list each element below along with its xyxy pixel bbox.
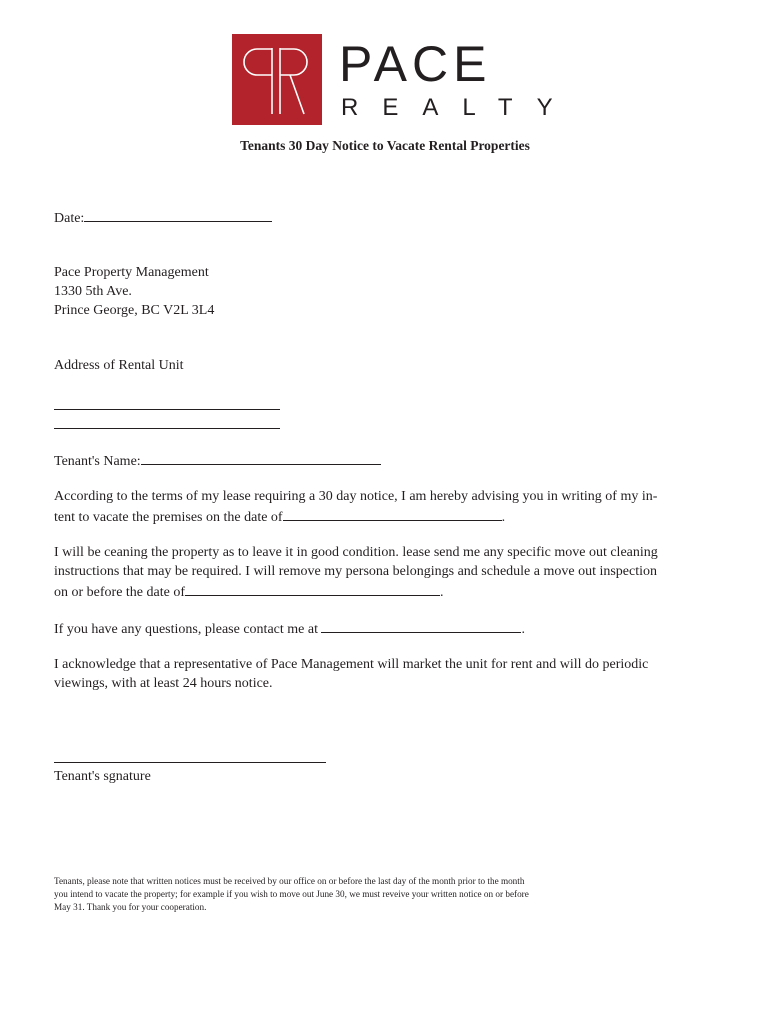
- para1-line2: tent to vacate the premises on the date of: [54, 510, 283, 525]
- para3-row: [54, 618, 525, 639]
- date-row: [54, 207, 272, 228]
- tenant-name-label: Tenant's Name:: [54, 454, 141, 469]
- address-field-line-1[interactable]: [54, 409, 280, 410]
- tenant-name-field-line[interactable]: [141, 450, 381, 465]
- para2-end: .: [440, 585, 444, 600]
- para4-line2: viewings, with at least 24 hours notice.: [54, 676, 273, 691]
- logo-brand-sub: REALTY: [341, 94, 577, 121]
- para2-line3: on or before the date of: [54, 585, 185, 600]
- date-field-line[interactable]: [84, 207, 272, 222]
- recipient-city: Prince George, BC V2L 3L4: [54, 303, 215, 318]
- signature-field-line[interactable]: [54, 762, 326, 763]
- recipient-name: Pace Property Management: [54, 265, 209, 280]
- footnote-line2: you intend to vacate the property; for example if you wish to move out June 30, we must reveive your written notice on or before: [54, 889, 529, 899]
- tenant-name-row: [54, 450, 381, 471]
- para1-line1: According to the terms of my lease requiring a 30 day notice, I am hereby advising you in writing of my in-: [54, 489, 658, 504]
- contact-field-line[interactable]: [321, 618, 521, 633]
- logo-brand-name: PACE: [339, 36, 492, 92]
- para2-line3-row: [54, 581, 444, 602]
- footnote-line3: May 31. Thank you for your cooperation.: [54, 902, 207, 912]
- inspection-date-field-line[interactable]: [185, 581, 440, 596]
- para3-end: .: [521, 622, 525, 637]
- signature-label: Tenant's sgnature: [54, 769, 151, 784]
- para3-line1: If you have any questions, please contact me at: [54, 622, 318, 637]
- vacate-date-field-line[interactable]: [283, 506, 502, 521]
- para2-line2: instructions that may be required. I will remove my persona belongings and schedule a move out inspection: [54, 564, 658, 579]
- logo-monogram-icon: [232, 34, 322, 125]
- logo-mark: [232, 34, 322, 125]
- address-field-line-2[interactable]: [54, 428, 280, 429]
- para4-line1: I acknowledge that a representative of Pace Management will market the unit for rent and will do periodic: [54, 657, 649, 672]
- document-title: Tenants 30 Day Notice to Vacate Rental Properties: [240, 138, 530, 153]
- footnote-line1: Tenants, please note that written notices must be received by our office on or before the last day of the month prior to the month: [54, 876, 525, 886]
- recipient-street: 1330 5th Ave.: [54, 284, 132, 299]
- para1-end: .: [501, 510, 506, 525]
- para1-line2-row: [54, 506, 505, 527]
- date-label: Date:: [54, 211, 85, 226]
- address-label: Address of Rental Unit: [54, 358, 184, 373]
- para2-line1: I will be ceaning the property as to leave it in good condition. lease send me any specific move out cleaning: [54, 545, 658, 560]
